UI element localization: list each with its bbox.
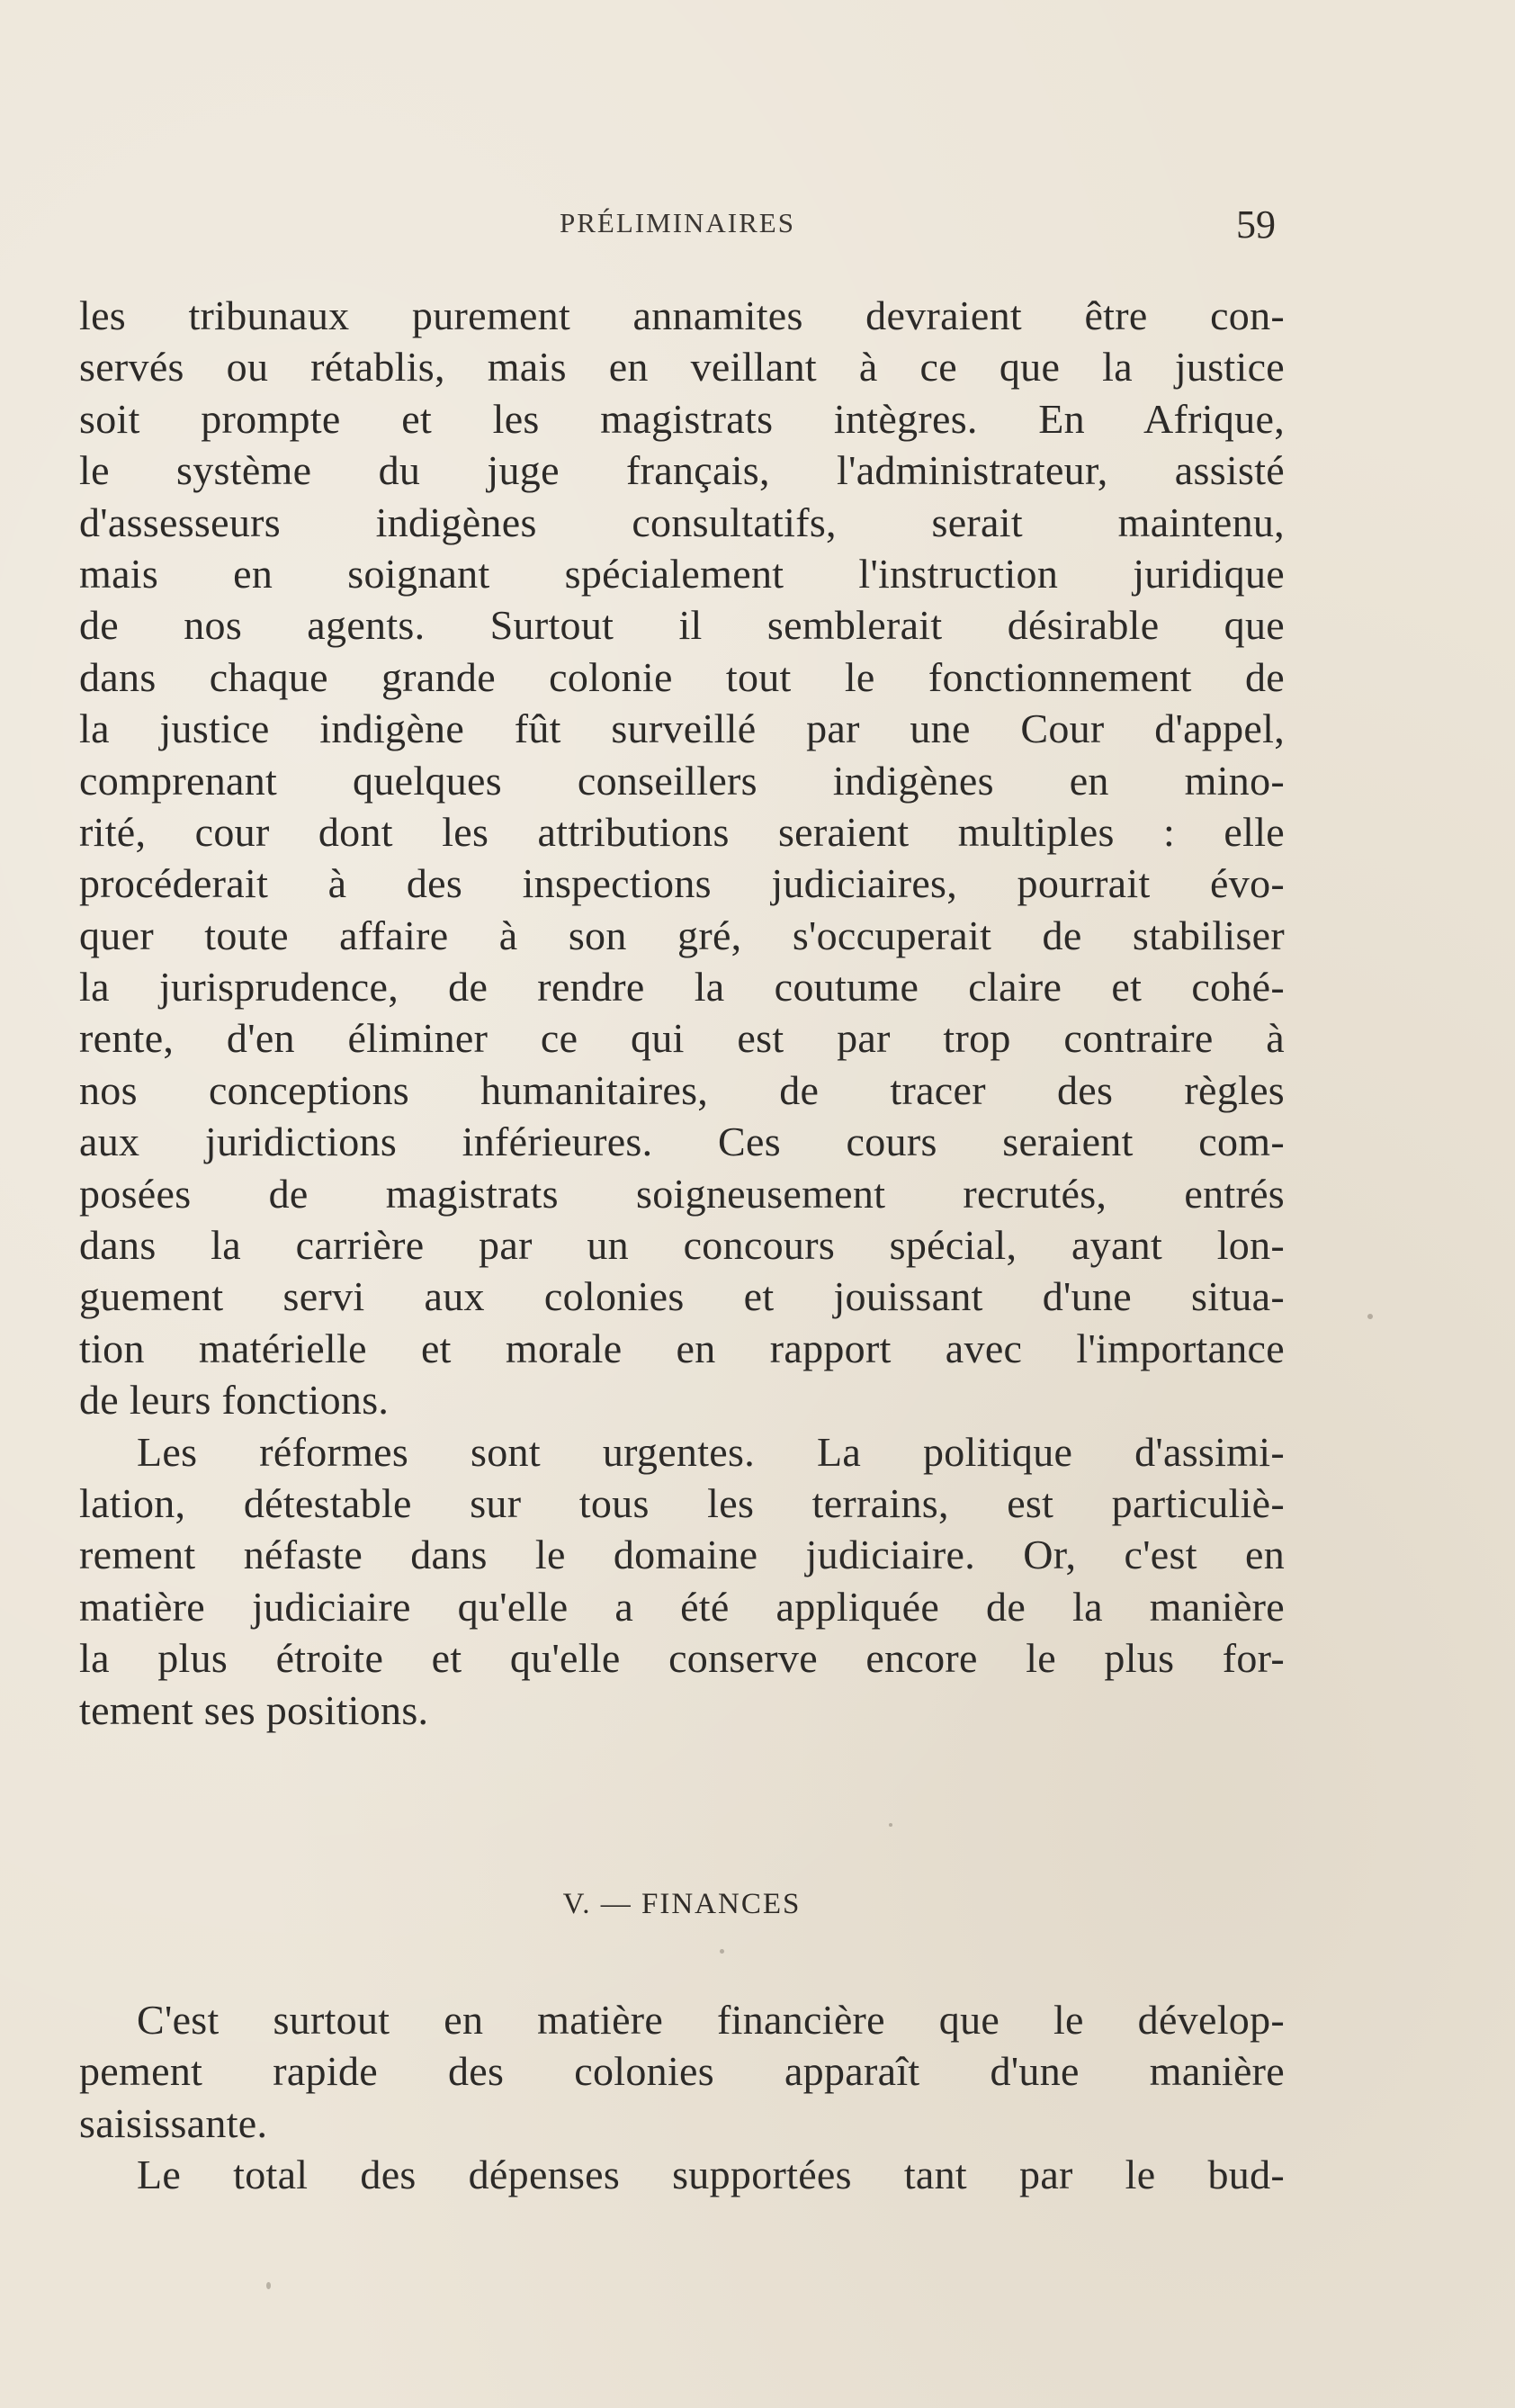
section-body-text — [79, 1994, 1285, 2201]
text-line: les tribunaux purement annamites devraient être con- — [79, 292, 1285, 338]
section-heading: V. — FINANCES — [562, 1888, 802, 1920]
text-line: aux juridictions inférieures. Ces cours seraient com- — [79, 1119, 1285, 1165]
paper-speck — [266, 2282, 271, 2289]
text-line: d'assesseurs indigènes consultatifs, serait maintenu, — [79, 499, 1285, 545]
text-line: la justice indigène fût surveillé par une Cour d'appel, — [79, 705, 1285, 752]
paper-speck — [889, 1823, 892, 1827]
running-title: PRÉLIMINAIRES — [560, 207, 795, 238]
text-line: dans la carrière par un concours spécial, ayant lon- — [79, 1222, 1285, 1269]
text-line: nos conceptions humanitaires, de tracer des règles — [79, 1066, 1285, 1113]
text-line: C'est surtout en matière financière que le dévelop- — [137, 1997, 1285, 2043]
text-line: rité, cour dont les attributions seraient multiples : elle — [79, 808, 1285, 855]
text-line: Le total des dépenses supportées tant par le bud- — [137, 2152, 1285, 2198]
text-line: de nos agents. Surtout il semblerait désirable que — [79, 602, 1285, 649]
text-line: saisissante. — [79, 2099, 268, 2146]
text-line: dans chaque grande colonie tout le fonctionnement de — [79, 653, 1285, 700]
text-line: servés ou rétablis, mais en veillant à ce que la justice — [79, 344, 1285, 391]
paper-speck — [1367, 1314, 1373, 1319]
text-line: Les réformes sont urgentes. La politique d'assimi- — [137, 1428, 1285, 1475]
text-line: quer toute affaire à son gré, s'occuperait de stabiliser — [79, 912, 1285, 958]
text-line: le système du juge français, l'administrateur, assisté — [79, 447, 1285, 494]
text-line: rement néfaste dans le domaine judiciaire. Or, c'est en — [79, 1532, 1285, 1578]
text-line: rente, d'en éliminer ce qui est par trop contraire à — [79, 1015, 1285, 1062]
text-line: matière judiciaire qu'elle a été appliquée de la manière — [79, 1583, 1285, 1630]
text-line: mais en soignant spécialement l'instruction juridique — [79, 550, 1285, 597]
page-number: 59 — [1236, 202, 1276, 247]
text-line: guement servi aux colonies et jouissant d'une situa- — [79, 1273, 1285, 1320]
text-line: comprenant quelques conseillers indigènes en mino- — [79, 757, 1285, 804]
text-line: procéderait à des inspections judiciaires, pourrait évo- — [79, 860, 1285, 907]
body-text — [79, 290, 1285, 1736]
text-line: lation, détestable sur tous les terrains, est particuliè- — [79, 1479, 1285, 1526]
text-line: la jurisprudence, de rendre la coutume claire et cohé- — [79, 964, 1285, 1011]
text-line: tion matérielle et morale en rapport avec l'importance — [79, 1325, 1285, 1371]
text-line: la plus étroite et qu'elle conserve encore le plus for- — [79, 1635, 1285, 1682]
text-line: soit prompte et les magistrats intègres. En Afrique, — [79, 395, 1285, 442]
text-line: pement rapide des colonies apparaît d'une manière — [79, 2048, 1285, 2095]
text-line: de leurs fonctions. — [79, 1377, 390, 1424]
running-header — [79, 202, 1276, 247]
text-line: posées de magistrats soigneusement recrutés, entrés — [79, 1170, 1285, 1217]
text-line: tement ses positions. — [79, 1686, 429, 1733]
paper-speck — [720, 1949, 724, 1954]
